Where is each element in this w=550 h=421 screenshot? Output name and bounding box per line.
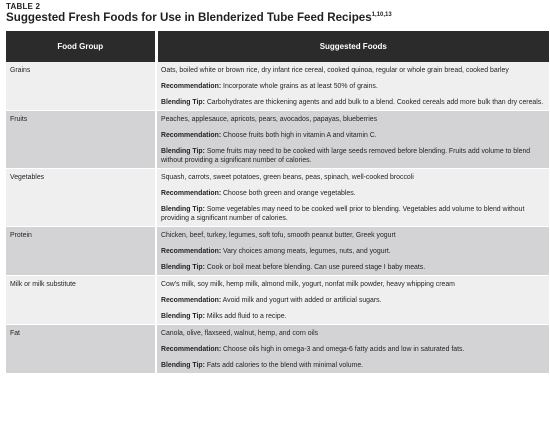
- suggested-foods-cell: [156, 169, 549, 227]
- blending-tip-text: Some vegetables may need to be cooked well prior to blending. Vegetables add volume to blend without providing a significant number of calories.: [161, 206, 525, 222]
- recommendation-label: Recommendation:: [161, 83, 222, 90]
- table-row: [6, 276, 549, 325]
- blending-tip-label: Blending Tip:: [161, 362, 205, 369]
- foods-list: Peaches, applesauce, apricots, pears, avocados, papayas, blueberries: [161, 116, 378, 123]
- recommendation-label: Recommendation:: [161, 297, 222, 304]
- foods-list: Chicken, beef, turkey, legumes, soft tofu, smooth peanut butter, Greek yogurt: [161, 232, 396, 239]
- table-row: [6, 227, 549, 276]
- blending-tip: [161, 98, 545, 107]
- food-group-cell: [6, 62, 156, 111]
- blending-tip-label: Blending Tip:: [161, 264, 205, 271]
- suggested-foods-cell: [156, 276, 549, 325]
- header-suggested-foods: Suggested Foods: [156, 31, 549, 62]
- food-group-name: Vegetables: [10, 174, 45, 181]
- title-references: 1,10,13: [371, 12, 392, 19]
- blending-tip: [161, 361, 545, 370]
- blending-tip-label: Blending Tip:: [161, 148, 205, 155]
- food-group-cell: [6, 227, 156, 276]
- foods-list: Cow's milk, soy milk, hemp milk, almond milk, yogurt, nonfat milk powder, heavy whipping cream: [161, 281, 455, 288]
- recommendation-text: Vary choices among meats, legumes, nuts, and yogurt.: [223, 248, 391, 255]
- blending-tip: [161, 263, 545, 272]
- blending-tip: [161, 205, 545, 223]
- food-group-name: Milk or milk substitute: [10, 281, 76, 288]
- table-row: [6, 169, 549, 227]
- table-title-text: Suggested Fresh Foods for Use in Blenderized Tube Feed Recipes: [6, 11, 372, 24]
- recommendation: [161, 189, 545, 198]
- food-group-cell: [6, 325, 156, 374]
- suggested-foods-cell: [156, 325, 549, 374]
- recommendation-label: Recommendation:: [161, 132, 222, 139]
- suggested-foods-cell: [156, 62, 549, 111]
- food-group-cell: [6, 111, 156, 169]
- foods-table: [6, 31, 549, 374]
- food-group-name: Grains: [10, 67, 31, 74]
- blending-tip: [161, 147, 545, 165]
- blending-tip-text: Milks add fluid to a recipe.: [206, 313, 287, 320]
- blending-tip-label: Blending Tip:: [161, 313, 205, 320]
- recommendation-text: Choose fruits both high in vitamin A and vitamin C.: [223, 132, 377, 139]
- blending-tip: [161, 312, 545, 321]
- food-group-name: Protein: [10, 232, 32, 239]
- food-group-cell: [6, 169, 156, 227]
- food-group-name: Fat: [10, 330, 20, 337]
- recommendation: [161, 345, 545, 354]
- recommendation-label: Recommendation:: [161, 346, 222, 353]
- table-row: [6, 325, 549, 374]
- recommendation-text: Incorporate whole grains as at least 50% of grains.: [223, 83, 378, 90]
- table-title: [6, 11, 392, 24]
- food-group-cell: [6, 276, 156, 325]
- recommendation: [161, 296, 545, 305]
- recommendation-text: Choose both green and orange vegetables.: [223, 190, 356, 197]
- blending-tip-label: Blending Tip:: [161, 99, 205, 106]
- header-food-group: Food Group: [6, 31, 156, 62]
- recommendation: [161, 247, 545, 256]
- food-group-name: Fruits: [10, 116, 28, 123]
- table-label: TABLE 2: [6, 2, 41, 11]
- foods-list: Oats, boiled white or brown rice, dry infant rice cereal, cooked quinoa, regular or whole grain bread, cooked barley: [161, 67, 509, 74]
- blending-tip-text: Fats add calories to the blend with minimal volume.: [206, 362, 364, 369]
- suggested-foods-cell: [156, 111, 549, 169]
- blending-tip-label: Blending Tip:: [161, 206, 205, 213]
- suggested-foods-cell: [156, 227, 549, 276]
- blending-tip-text: Cook or boil meat before blending. Can use pureed stage I baby meats.: [206, 264, 426, 271]
- table-row: [6, 62, 549, 111]
- blending-tip-text: Carbohydrates are thickening agents and add bulk to a blend. Cooked cereals add more bulk than dry cereals.: [206, 99, 544, 106]
- blending-tip-text: Some fruits may need to be cooked with large seeds removed before blending. Fruits add volume to blend without providing a significant number of calories.: [161, 148, 531, 164]
- foods-list: Squash, carrots, sweet potatoes, green beans, peas, spinach, well-cooked broccoli: [161, 174, 414, 181]
- recommendation-text: Choose oils high in omega-3 and omega-6 fatty acids and low in saturated fats.: [223, 346, 465, 353]
- recommendation-label: Recommendation:: [161, 190, 222, 197]
- table-row: [6, 111, 549, 169]
- table-body: [6, 62, 549, 374]
- header-row: [6, 31, 549, 62]
- recommendation: [161, 131, 545, 140]
- recommendation-label: Recommendation:: [161, 248, 222, 255]
- foods-list: Canola, olive, flaxseed, walnut, hemp, and corn oils: [161, 330, 319, 337]
- recommendation: [161, 82, 545, 91]
- recommendation-text: Avoid milk and yogurt with added or artificial sugars.: [222, 297, 382, 304]
